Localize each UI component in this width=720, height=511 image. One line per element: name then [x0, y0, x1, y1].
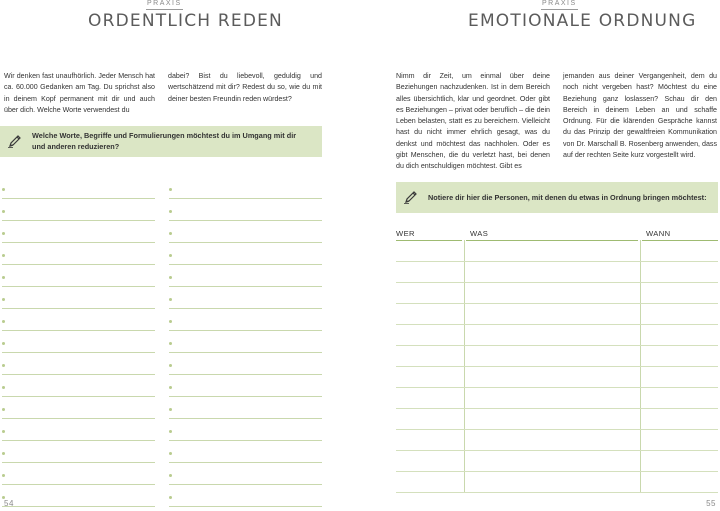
pencil-icon	[403, 189, 419, 205]
table-row-rule[interactable]	[396, 261, 718, 262]
bullet-dot	[169, 474, 172, 477]
writing-line[interactable]	[2, 177, 155, 199]
writing-lines-right	[169, 177, 322, 507]
column-header-wann: WANN	[646, 229, 671, 238]
writing-line[interactable]	[2, 309, 155, 331]
page-number: 55	[706, 499, 716, 508]
writing-line[interactable]	[169, 199, 322, 221]
table-row-rule[interactable]	[396, 471, 718, 472]
body-paragraph: Wir denken fast unaufhörlich. Jeder Mensch hat ca. 60.000 Gedanken am Tag. Du sprichst also in deinem Kopf permanent mit dir und auch über dich. Welche Worte verwendest du	[4, 72, 155, 114]
bullet-dot	[2, 452, 5, 455]
header-rule	[466, 240, 638, 241]
body-text-column-1	[4, 71, 155, 116]
writing-line[interactable]	[169, 419, 322, 441]
bullet-dot	[2, 188, 5, 191]
writing-line[interactable]	[2, 441, 155, 463]
bullet-dot	[2, 210, 5, 213]
writing-line[interactable]	[169, 463, 322, 485]
column-header-wer: WER	[396, 229, 415, 238]
body-paragraph: Nimm dir Zeit, um einmal über deine Beziehungen nachzudenken. Ist in dem Bereich alles übersichtlich, klar und geordnet. Oder gibt es Beziehungen – privat oder beruflich – die dein Leben belasten, statt es zu bereichern. Vielleicht hast du nicht immer ehrlich gesagt, was du denkst und möchtest das nachholen. Oder es gibt Menschen, die du verletzt hast, bei denen du dich entschuldigen möchtest. Gibt es	[396, 72, 550, 171]
writing-line[interactable]	[2, 397, 155, 419]
prompt-box	[0, 126, 322, 157]
bullet-dot	[169, 364, 172, 367]
writing-line[interactable]	[169, 441, 322, 463]
writing-line[interactable]	[169, 375, 322, 397]
writing-line[interactable]	[2, 221, 155, 243]
table-row-rule[interactable]	[396, 303, 718, 304]
bullet-dot	[169, 210, 172, 213]
bullet-dot	[169, 188, 172, 191]
page-title: EMOTIONALE ORDNUNG	[468, 11, 697, 31]
table-row-rule[interactable]	[396, 324, 718, 325]
column-header-was: WAS	[470, 229, 489, 238]
table-row-rule[interactable]	[396, 366, 718, 367]
pencil-icon	[7, 133, 23, 149]
writing-line[interactable]	[2, 287, 155, 309]
bullet-dot	[169, 386, 172, 389]
table-row-rule[interactable]	[396, 450, 718, 451]
prompt-text: Welche Worte, Begriffe und Formulierungen möchtest du im Umgang mit dir und anderen reduzieren?	[32, 131, 297, 151]
writing-line[interactable]	[169, 397, 322, 419]
bullet-dot	[2, 342, 5, 345]
page-number: 54	[4, 499, 14, 508]
writing-line[interactable]	[2, 199, 155, 221]
bullet-dot	[169, 496, 172, 499]
prompt-text: Notiere dir hier die Personen, mit denen du etwas in Ordnung bringen möchtest:	[428, 193, 707, 202]
writing-line[interactable]	[169, 485, 322, 507]
header-rule	[642, 240, 718, 241]
bullet-dot	[169, 408, 172, 411]
bullet-dot	[2, 320, 5, 323]
header-rule	[396, 240, 462, 241]
table-row-rule[interactable]	[396, 408, 718, 409]
body-text-column-1	[396, 71, 550, 173]
right-page	[360, 0, 720, 511]
table-row-rule[interactable]	[396, 282, 718, 283]
bullet-dot	[2, 364, 5, 367]
section-label: PRAXIS	[146, 0, 183, 10]
bullet-dot	[169, 452, 172, 455]
table-row-rule[interactable]	[396, 429, 718, 430]
bullet-dot	[2, 430, 5, 433]
section-label: PRAXIS	[541, 0, 578, 10]
bullet-dot	[169, 298, 172, 301]
bullet-dot	[2, 298, 5, 301]
bullet-dot	[2, 408, 5, 411]
writing-line[interactable]	[2, 331, 155, 353]
body-paragraph: dabei? Bist du liebevoll, geduldig und wertschätzend mit dir? Redest du so, wie du mit deiner besten Freundin reden würdest?	[168, 72, 322, 103]
bullet-dot	[169, 342, 172, 345]
writing-line[interactable]	[2, 265, 155, 287]
prompt-box	[396, 182, 718, 213]
writing-line[interactable]	[169, 177, 322, 199]
writing-line[interactable]	[169, 265, 322, 287]
bullet-dot	[169, 254, 172, 257]
body-text-column-2	[563, 71, 717, 161]
page-title: ORDENTLICH REDEN	[88, 11, 283, 31]
writing-line[interactable]	[169, 353, 322, 375]
bullet-dot	[2, 386, 5, 389]
table-row-rule[interactable]	[396, 345, 718, 346]
writing-line[interactable]	[2, 485, 155, 507]
table-row-rule[interactable]	[396, 492, 718, 493]
writing-line[interactable]	[169, 287, 322, 309]
writing-line[interactable]	[2, 353, 155, 375]
writing-line[interactable]	[2, 243, 155, 265]
bullet-dot	[2, 474, 5, 477]
bullet-dot	[169, 276, 172, 279]
bullet-dot	[169, 430, 172, 433]
body-paragraph: jemanden aus deiner Vergangenheit, dem du noch nicht vergeben hast? Möchtest du eine Beziehung ganz loslassen? Schau dir den Bereich in deinem Leben an und schaffe Ordnung. Für die klärenden Gespräche kannst du das Prinzip der gewaltfreien Kommunikation von Dr. Marschall B. Rosenberg anwenden, dass auf der rechten Seite kurz vorgestellt wird.	[563, 72, 717, 160]
writing-line[interactable]	[2, 419, 155, 441]
notes-table	[396, 229, 718, 493]
writing-line[interactable]	[2, 463, 155, 485]
writing-line[interactable]	[169, 243, 322, 265]
writing-line[interactable]	[169, 331, 322, 353]
writing-lines-left	[2, 177, 155, 507]
bullet-dot	[2, 254, 5, 257]
bullet-dot	[2, 276, 5, 279]
bullet-dot	[169, 320, 172, 323]
table-row-rule[interactable]	[396, 387, 718, 388]
bullet-dot	[2, 232, 5, 235]
writing-line[interactable]	[169, 309, 322, 331]
writing-line[interactable]	[169, 221, 322, 243]
body-text-column-2	[168, 71, 322, 105]
writing-line[interactable]	[2, 375, 155, 397]
bullet-dot	[169, 232, 172, 235]
